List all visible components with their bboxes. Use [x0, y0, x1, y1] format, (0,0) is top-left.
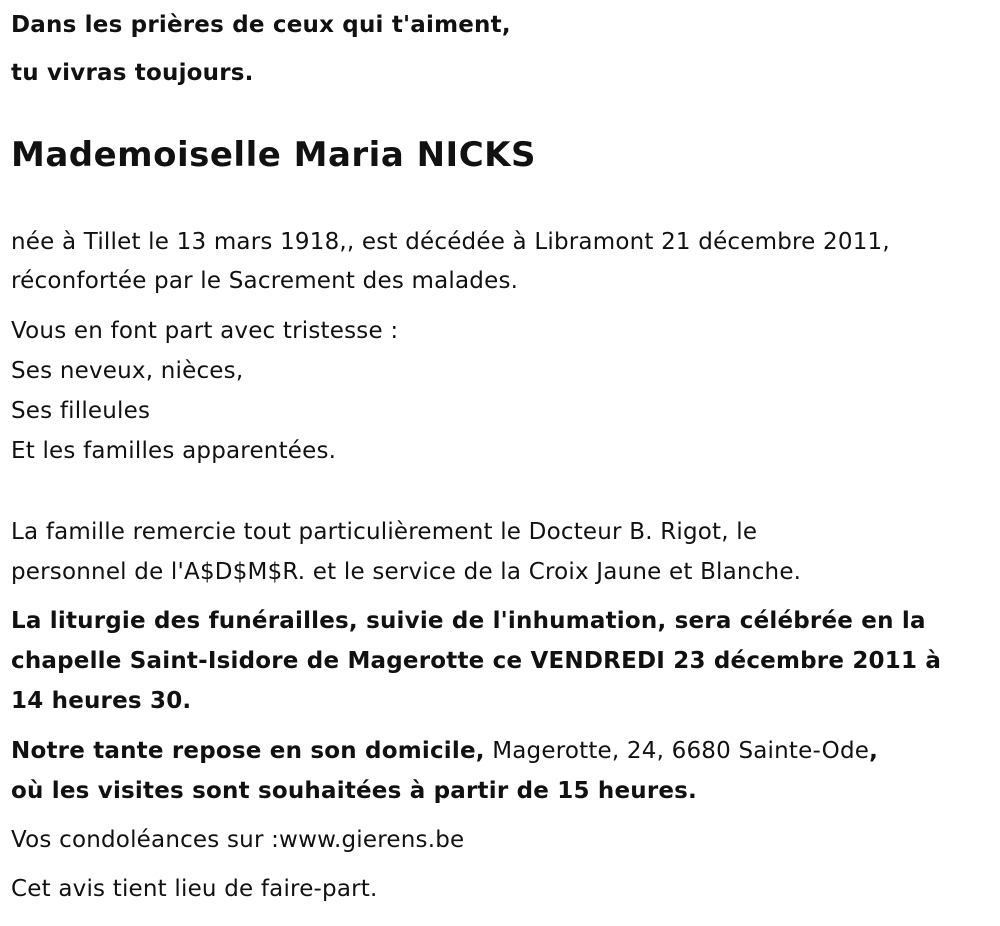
- rest-comma: ,: [869, 738, 879, 764]
- rest-line-2: où les visites sont souhaitées à partir de 15 heures.: [11, 778, 697, 804]
- rest-line-1: [11, 738, 878, 764]
- quote-line-1: Dans les prières de ceux qui t'aiment,: [11, 12, 511, 38]
- family-member: Et les familles apparentées.: [11, 438, 337, 464]
- family-member: Ses neveux, nièces,: [11, 358, 244, 384]
- birth-death-line-1: née à Tillet le 13 mars 1918,, est décédée à Libramont 21 décembre 2011,: [11, 229, 890, 255]
- birth-death-line-2: réconfortée par le Sacrement des malades.: [11, 268, 519, 294]
- condolences-line: Vos condoléances sur :www.gierens.be: [11, 827, 465, 853]
- quote-line-2: tu vivras toujours.: [11, 60, 254, 86]
- funeral-line-3: 14 heures 30.: [11, 688, 192, 714]
- rest-bold-text: Notre tante repose en son domicile,: [11, 738, 485, 764]
- deceased-name: Mademoiselle Maria NICKS: [11, 135, 536, 175]
- rest-address: Magerotte, 24, 6680 Sainte-Ode: [484, 738, 870, 764]
- family-member: Ses filleules: [11, 398, 151, 424]
- family-intro: Vous en font part avec tristesse :: [11, 318, 399, 344]
- thanks-line-2: personnel de l'A$D$M$R. et le service de la Croix Jaune et Blanche.: [11, 559, 802, 585]
- funeral-line-2: chapelle Saint-Isidore de Magerotte ce VENDREDI 23 décembre 2011 à: [11, 648, 942, 674]
- thanks-line-1: La famille remercie tout particulièrement le Docteur B. Rigot, le: [11, 519, 758, 545]
- notice-line: Cet avis tient lieu de faire-part.: [11, 876, 378, 902]
- funeral-line-1: La liturgie des funérailles, suivie de l'inhumation, sera célébrée en la: [11, 608, 926, 634]
